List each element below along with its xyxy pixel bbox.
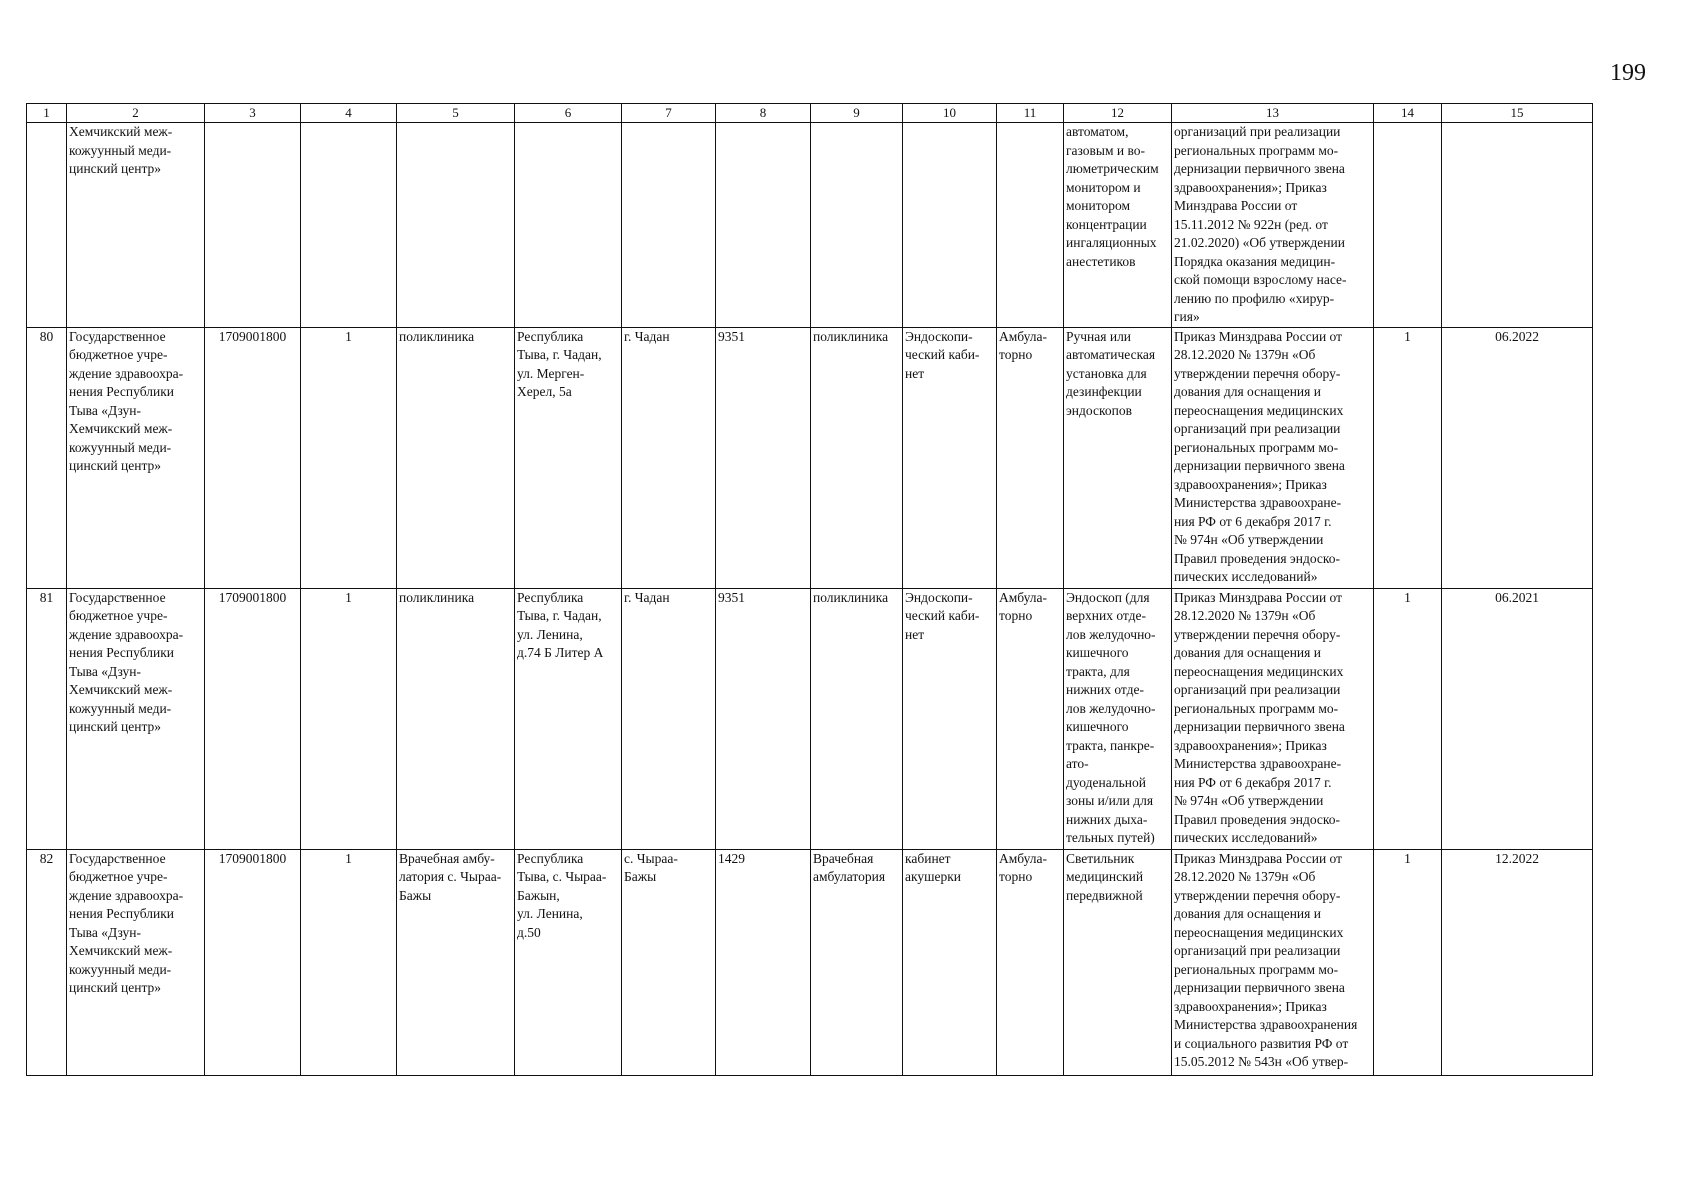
cell-locality: г. Чадан — [622, 588, 716, 849]
cell-row-number: 80 — [27, 327, 67, 588]
cell-date: 06.2022 — [1442, 327, 1593, 588]
cell-address: Республика Тыва, с. Чыраа- Бажын, ул. Ленина, д.50 — [515, 849, 622, 1075]
table-row — [27, 123, 1593, 328]
cell-equipment: Светильник медицинский передвижной — [1064, 849, 1172, 1075]
cell-organization: Хемчикский меж- кожуунный меди- цинский центр» — [67, 123, 205, 328]
cell-population: 9351 — [716, 327, 811, 588]
column-header: 11 — [997, 104, 1064, 123]
equipment-table — [26, 103, 1593, 1076]
cell-facility-type — [397, 123, 515, 328]
cell-equipment: Ручная или автоматическая установка для дезинфекции эндоскопов — [1064, 327, 1172, 588]
cell-population — [716, 123, 811, 328]
cell-count: 1 — [301, 588, 397, 849]
cell-care-form: Амбула- торно — [997, 588, 1064, 849]
cell-regulation: Приказ Минздрава России от 28.12.2020 № 1379н «Об утверждении перечня обору- дования для оснащения и переоснащения медицинских организаций при реализации региональных программ мо- дернизации первичного звена здравоохранения»; Приказ Министерства здравоохране- ния РФ от 6 декабря 2017 г. № 974н «Об утверждении Правил проведения эндоско- пических исследований» — [1172, 588, 1374, 849]
cell-date — [1442, 123, 1593, 328]
cell-facility-type: поликлиника — [397, 327, 515, 588]
table-row — [27, 588, 1593, 849]
cell-row-number — [27, 123, 67, 328]
cell-count — [301, 123, 397, 328]
cell-regulation: Приказ Минздрава России от 28.12.2020 № 1379н «Об утверждении перечня обору- дования для оснащения и переоснащения медицинских организаций при реализации региональных программ мо- дернизации первичного звена здравоохранения»; Приказ Министерства здравоохранения и социального развития РФ от 15.05.2012 № 543н «Об утвер- — [1172, 849, 1374, 1075]
cell-equipment: автоматом, газовым и во- люметрическим монитором и монитором концентрации ингаляционных анестетиков — [1064, 123, 1172, 328]
cell-care-form: Амбула- торно — [997, 327, 1064, 588]
cell-room: Эндоскопи- ческий каби- нет — [903, 327, 997, 588]
table-row — [27, 849, 1593, 1075]
column-header: 10 — [903, 104, 997, 123]
cell-room: Эндоскопи- ческий каби- нет — [903, 588, 997, 849]
cell-locality: г. Чадан — [622, 327, 716, 588]
cell-care-form — [997, 123, 1064, 328]
column-header: 13 — [1172, 104, 1374, 123]
cell-population: 9351 — [716, 588, 811, 849]
cell-equipment: Эндоскоп (для верхних отде- лов желудочно- кишечного тракта, для нижних отде- лов желудочно- кишечного тракта, панкре- ато- дуоденальной зоны и/или для нижних дыха- тельных путей) — [1064, 588, 1172, 849]
cell-address — [515, 123, 622, 328]
cell-facility-type: поликлиника — [397, 588, 515, 849]
cell-row-number: 81 — [27, 588, 67, 849]
cell-organization: Государственное бюджетное учре- ждение здравоохра- нения Республики Тыва «Дзун- Хемчикский меж- кожуунный меди- цинский центр» — [67, 588, 205, 849]
cell-unit: Врачебная амбулатория — [811, 849, 903, 1075]
column-header: 5 — [397, 104, 515, 123]
cell-room — [903, 123, 997, 328]
cell-facility-type: Врачебная амбу- латория с. Чыраа- Бажы — [397, 849, 515, 1075]
cell-count: 1 — [301, 327, 397, 588]
cell-unit: поликлиника — [811, 588, 903, 849]
cell-room: кабинет акушерки — [903, 849, 997, 1075]
table-row — [27, 327, 1593, 588]
column-header: 4 — [301, 104, 397, 123]
column-header: 1 — [27, 104, 67, 123]
cell-date: 06.2021 — [1442, 588, 1593, 849]
cell-row-number: 82 — [27, 849, 67, 1075]
cell-organization: Государственное бюджетное учре- ждение здравоохра- нения Республики Тыва «Дзун- Хемчикский меж- кожуунный меди- цинский центр» — [67, 327, 205, 588]
cell-inn — [205, 123, 301, 328]
cell-population: 1429 — [716, 849, 811, 1075]
cell-address: Республика Тыва, г. Чадан, ул. Ленина, д.74 Б Литер А — [515, 588, 622, 849]
cell-regulation: Приказ Минздрава России от 28.12.2020 № 1379н «Об утверждении перечня обору- дования для оснащения и переоснащения медицинских организаций при реализации региональных программ мо- дернизации первичного звена здравоохранения»; Приказ Министерства здравоохране- ния РФ от 6 декабря 2017 г. № 974н «Об утверждении Правил проведения эндоско- пических исследований» — [1172, 327, 1374, 588]
cell-inn: 1709001800 — [205, 849, 301, 1075]
column-header: 12 — [1064, 104, 1172, 123]
cell-quantity: 1 — [1374, 588, 1442, 849]
column-header: 14 — [1374, 104, 1442, 123]
cell-quantity: 1 — [1374, 327, 1442, 588]
cell-organization: Государственное бюджетное учре- ждение здравоохра- нения Республики Тыва «Дзун- Хемчикский меж- кожуунный меди- цинский центр» — [67, 849, 205, 1075]
cell-inn: 1709001800 — [205, 327, 301, 588]
cell-care-form: Амбула- торно — [997, 849, 1064, 1075]
column-header: 8 — [716, 104, 811, 123]
column-header: 9 — [811, 104, 903, 123]
cell-quantity: 1 — [1374, 849, 1442, 1075]
column-number-row — [27, 104, 1593, 123]
column-header: 7 — [622, 104, 716, 123]
cell-regulation: организаций при реализации региональных программ мо- дернизации первичного звена здравоохранения»; Приказ Минздрава России от 15.11.2012 № 922н (ред. от 21.02.2020) «Об утверждении Порядка оказания медицин- ской помощи взрослому насе- лению по профилю «хирур- гия» — [1172, 123, 1374, 328]
cell-locality: с. Чыраа- Бажы — [622, 849, 716, 1075]
cell-address: Республика Тыва, г. Чадан, ул. Мерген- Херел, 5а — [515, 327, 622, 588]
column-header: 15 — [1442, 104, 1593, 123]
cell-count: 1 — [301, 849, 397, 1075]
cell-locality — [622, 123, 716, 328]
column-header: 3 — [205, 104, 301, 123]
cell-inn: 1709001800 — [205, 588, 301, 849]
cell-date: 12.2022 — [1442, 849, 1593, 1075]
page-number: 199 — [1610, 60, 1646, 86]
cell-unit — [811, 123, 903, 328]
column-header: 2 — [67, 104, 205, 123]
cell-quantity — [1374, 123, 1442, 328]
column-header: 6 — [515, 104, 622, 123]
cell-unit: поликлиника — [811, 327, 903, 588]
